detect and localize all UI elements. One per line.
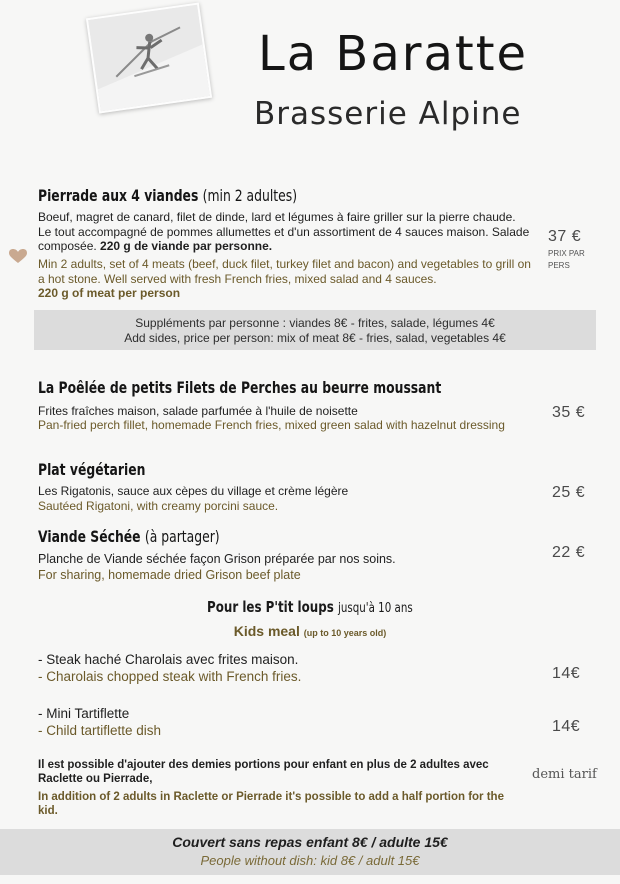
price-per-person-note xyxy=(548,248,585,272)
dish-description-en: Sautéed Rigatoni, with creamy porcini sauce. xyxy=(38,499,279,513)
footer-en: People without dish: kid 8€ / adult 15€ xyxy=(200,853,420,868)
dish-name: Plat végétarien xyxy=(38,460,146,479)
supplements-fr: Suppléments par personne : viandes 8€ - frites, salade, légumes 4€ xyxy=(135,316,495,330)
dish-title-viande-sechee xyxy=(38,527,220,546)
price-note-line-1: PRIX PAR xyxy=(548,249,585,258)
dish-name: La Poêlée de petits Filets de Perches au beurre moussant xyxy=(38,378,442,397)
dish-note: (min 2 adultes) xyxy=(202,186,298,205)
kids-section-title xyxy=(0,598,620,616)
dish-en-text: Min 2 adults, set of 4 meats (beef, duck filet, turkey filet and bacon) and vegetables to grill on a hot stone. Well served with fresh French fries, mixed salad and 4 sauces. xyxy=(38,257,531,286)
footer-banner xyxy=(0,829,620,875)
dish-description-en xyxy=(38,257,532,301)
dish-description-en: For sharing, homemade dried Grison beef plate xyxy=(38,568,301,582)
restaurant-subtitle: Brasserie Alpine xyxy=(254,96,522,132)
kids-subtitle-note: (up to 10 years old) xyxy=(303,628,387,638)
dish-description-fr: Frites fraîches maison, salade parfumée à l'huile de noisette xyxy=(38,404,358,418)
kids-item-fr: - Steak haché Charolais avec frites maison. xyxy=(38,652,299,667)
dish-fr-text: Boeuf, magret de canard, filet de dinde, lard et légumes à faire griller sur la pierre chaude. Le tout accompagné de pommes allumettes et d'un assortiment de 4 sauces maison. Salade composée. xyxy=(38,210,530,253)
dish-description-fr xyxy=(38,210,530,254)
supplements-en: Add sides, price per person: mix of meat 8€ - fries, salad, vegetables 4€ xyxy=(124,331,506,345)
restaurant-title: La Baratte xyxy=(258,26,529,82)
kids-item-price: 14€ xyxy=(552,718,581,735)
heart-icon xyxy=(8,248,28,264)
kids-title-text: Pour les P'tit loups xyxy=(207,598,334,616)
header-photo xyxy=(86,3,212,114)
dish-description-fr: Les Rigatonis, sauce aux cèpes du village et crème légère xyxy=(38,484,349,498)
price-note-line-2: PERS xyxy=(548,261,570,270)
dish-en-bold: 220 g of meat per person xyxy=(38,286,181,300)
half-price-label: demi tarif xyxy=(532,767,597,782)
dish-description-en: Pan-fried perch fillet, homemade French fries, mixed green salad with hazelnut dressing xyxy=(38,418,505,432)
dish-price: 37 € xyxy=(548,228,582,245)
kids-item-price: 14€ xyxy=(552,665,581,682)
dish-note: (à partager) xyxy=(144,527,220,546)
dish-title-perches xyxy=(38,378,441,397)
footer-fr: Couvert sans repas enfant 8€ / adulte 15€ xyxy=(172,834,448,850)
dish-description-fr: Planche de Viande séchée façon Grison préparée par nos soins. xyxy=(38,552,396,566)
supplements-banner xyxy=(34,310,596,350)
dish-price: 22 € xyxy=(552,544,586,561)
dish-fr-bold: 220 g de viande par personne. xyxy=(100,239,273,253)
kids-half-portion-note-en: In addition of 2 adults in Raclette or Pierrade it's possible to add a half portion for the kid. xyxy=(38,791,504,817)
skier-photo-icon xyxy=(88,5,210,111)
dish-title-vegetarian xyxy=(38,460,145,479)
kids-half-portion-note-fr: Il est possible d'ajouter des demies portions pour enfant en plus de 2 adultes avec Raclette ou Pierrade, xyxy=(38,759,489,785)
kids-item-fr: - Mini Tartiflette xyxy=(38,706,130,721)
kids-title-note: jusqu'à 10 ans xyxy=(338,601,413,616)
kids-subtitle-text: Kids meal xyxy=(233,623,300,639)
dish-title-pierrade xyxy=(38,186,297,205)
dish-name: Viande Séchée xyxy=(38,527,141,546)
kids-section-subtitle xyxy=(0,623,620,639)
dish-price: 35 € xyxy=(552,404,586,421)
dish-price: 25 € xyxy=(552,484,586,501)
kids-item-en: - Child tartiflette dish xyxy=(38,723,162,738)
kids-item-en: - Charolais chopped steak with French fries. xyxy=(38,669,302,684)
dish-name: Pierrade aux 4 viandes xyxy=(38,186,199,205)
